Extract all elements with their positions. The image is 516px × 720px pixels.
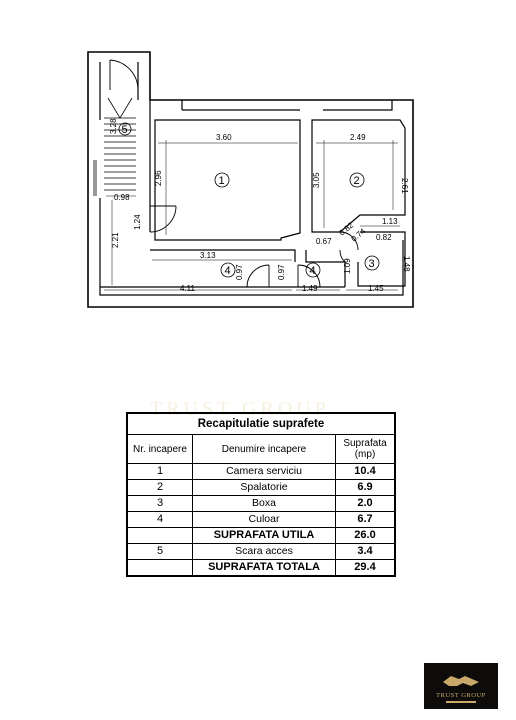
cell-area: 6.7 (336, 512, 396, 528)
dim-label: 3.60 (216, 133, 232, 142)
cell-nr: 3 (127, 496, 193, 512)
dim-label: 0.82 (337, 220, 356, 238)
cell-area: 10.4 (336, 464, 396, 480)
table-row (127, 496, 395, 512)
room-label: 4 (309, 265, 316, 277)
room-label: 3 (368, 258, 375, 270)
header-area: Suprafata (mp) (336, 435, 396, 464)
cell-area: 3.4 (336, 544, 396, 560)
dim-label: 4.11 (180, 284, 195, 293)
room-label: 2 (353, 175, 360, 187)
dim-label: 1.49 (302, 284, 318, 293)
util-label: SUPRAFATA UTILA (193, 528, 336, 544)
cell-nr: 2 (127, 480, 193, 496)
dim-label: 1.24 (133, 214, 142, 230)
room-label: 1 (218, 175, 225, 187)
floor-plan-drawing (0, 0, 516, 330)
dim-label: 3.28 (109, 118, 118, 134)
cell-nr (127, 560, 193, 577)
dim-label: 0.97 (277, 264, 286, 280)
dim-label: 2.96 (154, 170, 163, 186)
cell-name: Boxa (193, 496, 336, 512)
room-label: 5 (121, 124, 128, 136)
dim-label: 2.61 (400, 178, 409, 194)
table-row (127, 464, 395, 480)
table-row (127, 544, 395, 560)
header-name: Denumire incapere (193, 435, 336, 464)
dim-label: 0.98 (114, 193, 130, 202)
cell-name: Spalatorie (193, 480, 336, 496)
util-row (127, 528, 395, 544)
dim-label: 3.13 (200, 251, 216, 260)
dim-label: 1.13 (382, 217, 398, 226)
table-row (127, 512, 395, 528)
dim-label: 1.45 (368, 284, 384, 293)
logo-text: TRUST GROUP (436, 691, 486, 699)
cell-nr (127, 528, 193, 544)
header-nr: Nr. incapere (127, 435, 193, 464)
floor-plan (0, 0, 516, 330)
cell-area: 6.9 (336, 480, 396, 496)
cell-name: Scara acces (193, 544, 336, 560)
dim-label: 2.21 (111, 232, 120, 248)
cell-nr: 1 (127, 464, 193, 480)
cell-name: Camera serviciu (193, 464, 336, 480)
cell-area: 2.0 (336, 496, 396, 512)
total-label: SUPRAFATA TOTALA (193, 560, 336, 577)
dim-label: 0.74 (349, 226, 368, 244)
room-label: 4 (224, 265, 231, 277)
dim-label: 0.67 (316, 237, 332, 246)
dim-label: 1.48 (402, 256, 411, 272)
cell-nr: 5 (127, 544, 193, 560)
table-title: Recapitulatie suprafete (127, 413, 395, 435)
dim-label: 0.97 (235, 264, 244, 280)
cell-nr: 4 (127, 512, 193, 528)
util-value: 26.0 (336, 528, 396, 544)
table-row (127, 480, 395, 496)
dim-label: 2.49 (350, 133, 366, 142)
handshake-icon (441, 670, 481, 690)
watermark: TRUST GROUP (150, 398, 330, 420)
dim-label: 1.09 (343, 258, 352, 274)
dim-label: 3.05 (312, 172, 321, 188)
total-row (127, 560, 395, 577)
logo-underline (446, 701, 476, 703)
trust-group-logo (424, 663, 498, 709)
dim-label: 0.82 (376, 233, 392, 242)
cell-name: Culoar (193, 512, 336, 528)
total-value: 29.4 (336, 560, 396, 577)
area-summary-table (126, 412, 396, 577)
